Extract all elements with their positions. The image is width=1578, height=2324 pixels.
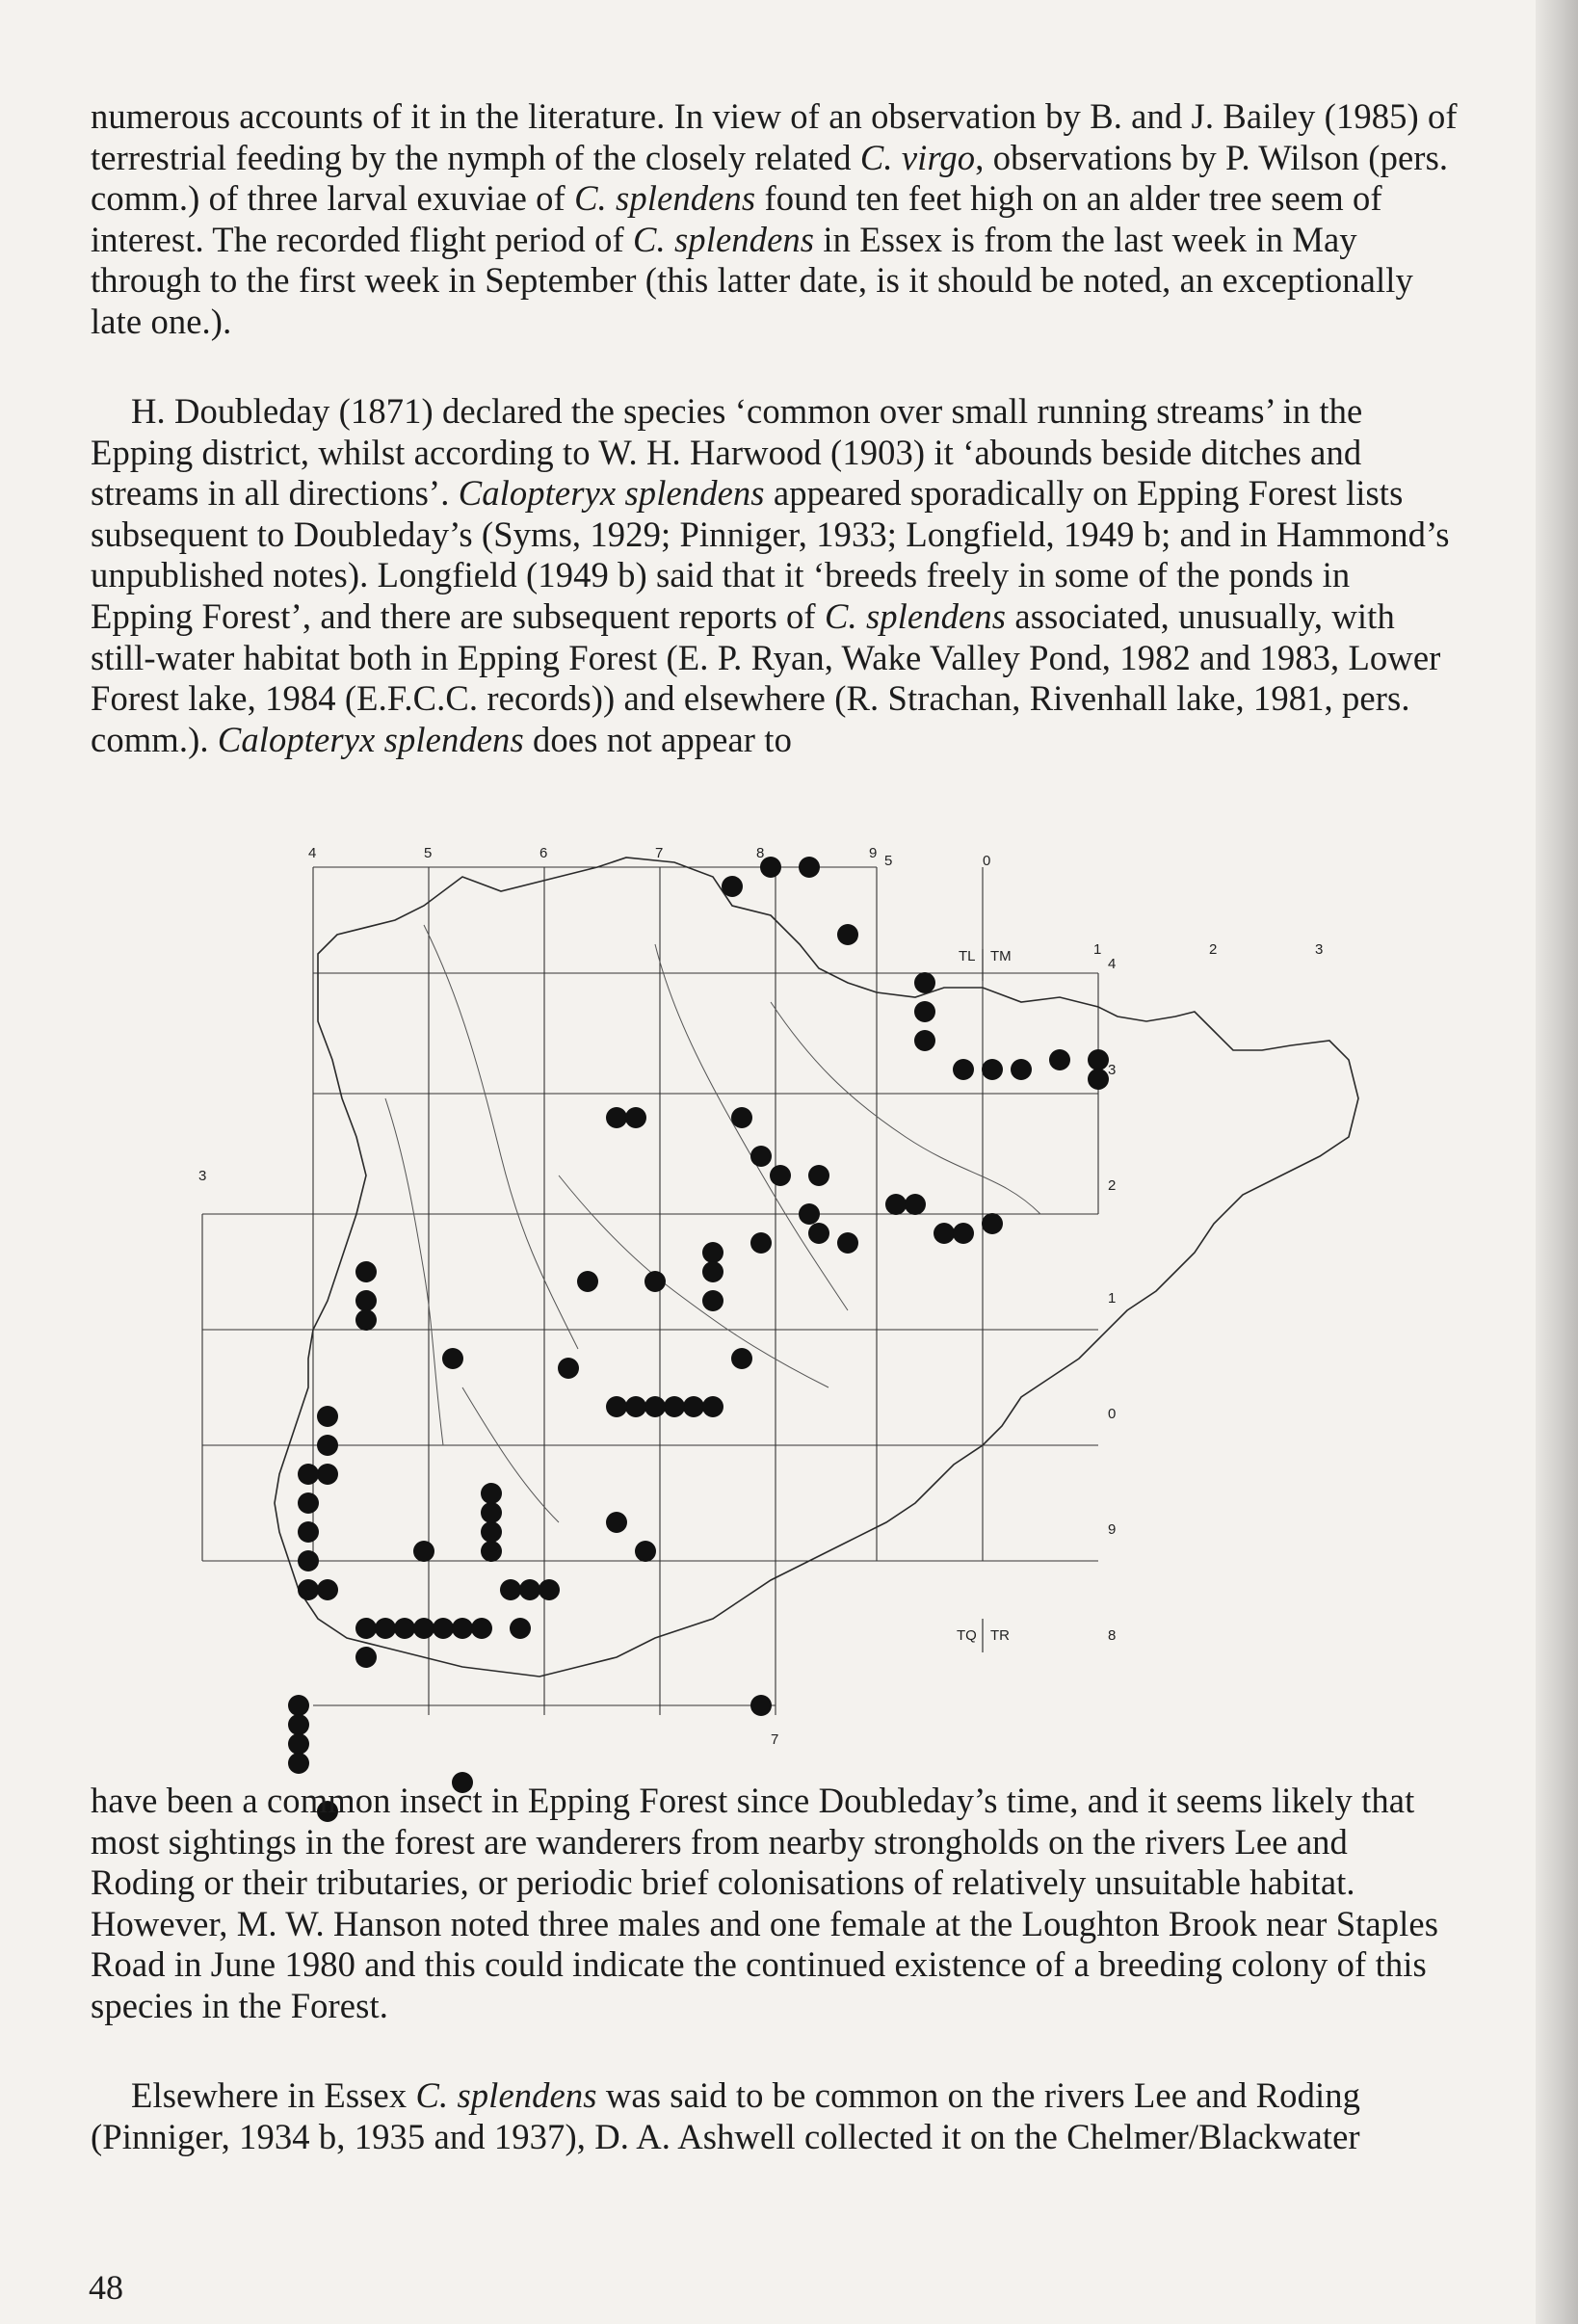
- record-dot: [298, 1464, 319, 1485]
- river-line: [385, 1098, 443, 1445]
- square-label: 2: [1209, 941, 1218, 958]
- record-dot: [702, 1396, 723, 1417]
- record-dot: [288, 1753, 309, 1774]
- record-dot: [519, 1579, 540, 1600]
- record-dot: [808, 1165, 829, 1186]
- record-dot: [317, 1464, 338, 1485]
- record-dot: [606, 1512, 627, 1533]
- grid-label-left: 3: [198, 1168, 207, 1184]
- record-dot: [317, 1435, 338, 1456]
- map-right-labels: [1108, 956, 1116, 1644]
- record-dot: [702, 1290, 723, 1311]
- grid-label: 5: [424, 845, 433, 861]
- record-dot: [298, 1521, 319, 1543]
- record-dot: [1088, 1069, 1109, 1090]
- record-dot: [914, 1030, 935, 1051]
- record-dot: [683, 1396, 704, 1417]
- record-dot: [625, 1107, 646, 1128]
- record-dot: [905, 1194, 926, 1215]
- record-dot: [760, 857, 781, 878]
- record-dot: [355, 1647, 377, 1668]
- record-dot: [433, 1618, 454, 1639]
- grid-label: 7: [655, 845, 664, 861]
- grid-label: 0: [983, 853, 991, 869]
- record-dot: [442, 1348, 463, 1369]
- square-label: TL: [959, 948, 976, 964]
- map-top-labels: [308, 845, 990, 869]
- grid-label: 8: [1108, 1627, 1117, 1644]
- record-dot: [500, 1579, 521, 1600]
- page-edge-shadow: [1536, 0, 1578, 2324]
- record-dot: [731, 1348, 752, 1369]
- record-dot: [664, 1396, 685, 1417]
- grid-label: 2: [1108, 1177, 1117, 1194]
- record-dot: [702, 1261, 723, 1282]
- record-dot: [722, 876, 743, 897]
- grid-label: 4: [308, 845, 317, 861]
- river-line: [424, 925, 578, 1349]
- grid-label-bottom: 7: [771, 1731, 779, 1748]
- record-dot: [355, 1618, 377, 1639]
- record-dot: [471, 1618, 492, 1639]
- grid-label: 5: [884, 853, 893, 869]
- square-label: TR: [990, 1627, 1010, 1644]
- county-boundary: [275, 858, 1358, 1677]
- record-dot: [914, 972, 935, 993]
- record-dot: [298, 1579, 319, 1600]
- grid-label: 9: [1108, 1521, 1117, 1538]
- grid-label: 9: [869, 845, 878, 861]
- record-dot: [635, 1541, 656, 1562]
- grid-label: 3: [1108, 1062, 1117, 1078]
- grid-label: 0: [1108, 1406, 1117, 1422]
- record-dot: [298, 1550, 319, 1571]
- record-dot: [481, 1502, 502, 1523]
- record-dot: [702, 1242, 723, 1263]
- record-dot: [355, 1261, 377, 1282]
- record-dot: [606, 1396, 627, 1417]
- record-dot: [953, 1223, 974, 1244]
- record-dot: [452, 1618, 473, 1639]
- paragraph-3: have been a common insect in Epping Forest since Doubleday’s time, and it seems likely that most sightings in the forest are wanderers from nearby strongholds on the rivers Lee and Roding or their tributaries, or periodic brief colonisations of relatively unsuitable habitat. However, M. W. Hanson noted three males and one female at the Loughton Brook near Staples Road in June 1980 and this could indicate the continued existence of a breeding colony of this species in the Forest.: [91, 1781, 1439, 2025]
- grid-label: 4: [1108, 956, 1117, 972]
- record-dot: [288, 1695, 309, 1716]
- record-dot: [298, 1492, 319, 1514]
- square-label: 3: [1315, 941, 1324, 958]
- record-dot: [799, 857, 820, 878]
- record-dot: [413, 1541, 434, 1562]
- square-label: TQ: [957, 1627, 977, 1644]
- record-dot: [606, 1107, 627, 1128]
- record-dot: [510, 1618, 531, 1639]
- record-dot: [885, 1194, 907, 1215]
- paragraph-1: numerous accounts of it in the literature. In view of an observation by B. and J. Bailey (1985) of terrestrial feeding by the nymph of the closely related C. virgo, observations by P. Wilson (pers. comm.) of three larval exuviae of C. splendens found ten feet high on an alder tree seem of interest. The recorded flight period of C. splendens in Essex is from the last week in May through to the first week in September (this latter date, is it should be noted, an exceptionally late one.).: [91, 96, 1458, 341]
- record-dot: [837, 924, 858, 945]
- record-dot: [288, 1714, 309, 1735]
- grid-label: 8: [756, 845, 765, 861]
- record-dot: [539, 1579, 560, 1600]
- record-dot: [1088, 1049, 1109, 1070]
- record-dot: [394, 1618, 415, 1639]
- record-dot: [577, 1271, 598, 1292]
- river-line: [655, 944, 848, 1310]
- record-dot: [934, 1223, 955, 1244]
- square-label: TM: [990, 948, 1012, 964]
- paragraph-4: Elsewhere in Essex C. splendens was said to be common on the rivers Lee and Roding (Pinniger, 1934 b, 1935 and 1937), D. A. Ashwell collected it on the Chelmer/Blackwater: [91, 2075, 1360, 2156]
- grid-label: 6: [539, 845, 548, 861]
- record-dot: [558, 1358, 579, 1379]
- record-dot: [837, 1232, 858, 1254]
- record-dot: [953, 1059, 974, 1080]
- record-dot: [644, 1271, 666, 1292]
- record-dot: [914, 1001, 935, 1022]
- page-number: 48: [89, 2268, 123, 2307]
- record-dot: [799, 1203, 820, 1225]
- record-dot: [413, 1618, 434, 1639]
- grid-label: 1: [1108, 1290, 1117, 1307]
- record-dot: [317, 1406, 338, 1427]
- record-dot: [355, 1309, 377, 1331]
- record-dot: [750, 1695, 772, 1716]
- record-dot: [1049, 1049, 1070, 1070]
- record-dot: [317, 1579, 338, 1600]
- record-dot: [644, 1396, 666, 1417]
- record-dot: [750, 1232, 772, 1254]
- square-label: 1: [1093, 941, 1102, 958]
- record-dot: [1011, 1059, 1032, 1080]
- record-dot: [770, 1165, 791, 1186]
- map-square-labels: [957, 941, 1323, 1644]
- record-dots: [288, 857, 1109, 1822]
- record-dot: [355, 1290, 377, 1311]
- record-dot: [625, 1396, 646, 1417]
- record-dot: [750, 1146, 772, 1167]
- paragraph-2: H. Doubleday (1871) declared the species ‘common over small running streams’ in the Epping district, whilst according to W. H. Harwood (1903) it ‘abounds beside ditches and streams in all directions’. Calopteryx splendens appeared sporadically on Epping Forest lists subsequent to Doubleday’s (Syms, 1929; Pinniger, 1933; Longfield, 1949 b; and in Hammond’s unpublished notes). Longfield (1949 b) said that it ‘breeds freely in some of the ponds in Epping Forest’, and there are subsequent reports of C. splendens associated, unusually, with still-water habitat both in Epping Forest (E. P. Ryan, Wake Valley Pond, 1982 and 1983, Lower Forest lake, 1984 (E.F.C.C. records)) and elsewhere (R. Strachan, Rivenhall lake, 1981, pers. comm.). Calopteryx splendens does not appear to: [91, 391, 1450, 759]
- record-dot: [982, 1213, 1003, 1234]
- record-dot: [481, 1541, 502, 1562]
- record-dot: [288, 1733, 309, 1755]
- record-dot: [731, 1107, 752, 1128]
- record-dot: [481, 1521, 502, 1543]
- record-dot: [481, 1483, 502, 1504]
- river-line: [559, 1175, 828, 1387]
- record-dot: [808, 1223, 829, 1244]
- record-dot: [982, 1059, 1003, 1080]
- distribution-map: [173, 809, 1324, 1754]
- record-dot: [375, 1618, 396, 1639]
